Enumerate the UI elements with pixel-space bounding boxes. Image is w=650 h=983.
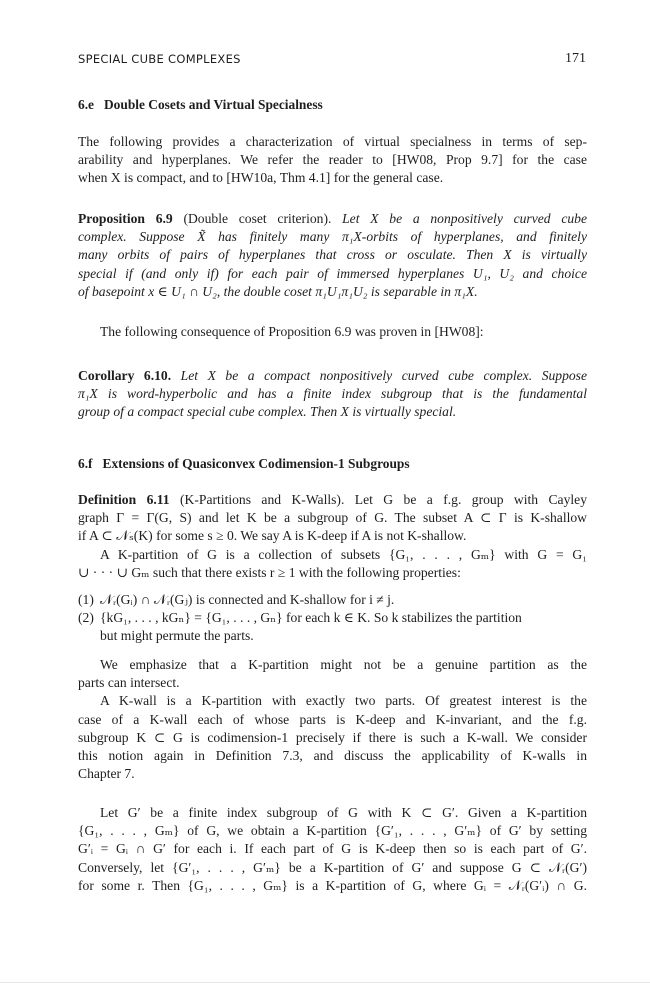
text-line: Conversely, let {G′₁, . . . , G′ₘ} be a K-partition of G′ and suppose G ⊂ 𝒩ᵣ(G′) (78, 859, 587, 875)
text-line: A K-partition of G is a collection of subsets {G₁, . . . , Gₘ} with G = G₁ (100, 546, 587, 562)
corollary-label: Corollary 6.10. (78, 368, 172, 383)
text-line: A K-wall is a K-partition with exactly two parts. Of greatest interest is the (100, 693, 587, 709)
enum-item-1 (78, 591, 587, 609)
running-head-title: SPECIAL CUBE COMPLEXES (78, 52, 241, 66)
text-line: case of a K-wall each of whose parts is K-deep and K-invariant, and the f.g. (78, 711, 587, 727)
text-line: {G₁, . . . , Gₘ} of G, we obtain a K-partition {G′₁, . . . , G′ₘ} of G′ by setting (78, 823, 587, 839)
paragraph-k-walls (78, 656, 587, 783)
enum-item-2 (78, 609, 587, 627)
running-head (78, 52, 586, 66)
paragraph-intro (78, 133, 587, 188)
section-number: 6.f (78, 456, 93, 471)
text-line: special if (and only if) for each pair of immersed hyperplanes U₁, U₂ and choice (78, 265, 587, 281)
text-line: subgroup K ⊂ G is codimension-1 precisely if there is such a K-wall. We consider (78, 729, 587, 745)
enum-continuation: but might permute the parts. (100, 628, 254, 644)
enum-text: {kG₁, . . . , kGₙ} = {G₁, . . . , Gₙ} for each k ∈ K. So k stabilizes the partition (100, 610, 522, 626)
section-title: Extensions of Quasiconvex Codimension-1 Subgroups (102, 456, 410, 471)
definition-6-11 (78, 491, 587, 646)
section-heading-6f (78, 456, 410, 472)
enum-text: 𝒩ᵣ(Gᵢ) ∩ 𝒩ᵣ(Gⱼ) is connected and K-shallow for i ≠ j. (100, 592, 395, 608)
text-line: Chapter 7. (78, 766, 135, 782)
text-line: of basepoint x ∈ U₁ ∩ U₂, the double coset π₁U₁π₁U₂ is separable in π₁X. (78, 283, 478, 299)
text-line: many orbits of pairs of hyperplanes that cross or osculate. Then X is virtually (78, 247, 587, 263)
text-line: π₁X is word-hyperbolic and has a finite index subgroup that is the fundamental (78, 386, 587, 402)
section-number: 6.e (78, 97, 94, 112)
text-line: complex. Suppose X̃ has finitely many π₁X-orbits of hyperplanes, and finitely (78, 229, 587, 245)
proposition-6-9 (78, 210, 587, 301)
text-line: group of a compact special cube complex. Then X is virtually special. (78, 404, 457, 420)
text-line: We emphasize that a K-partition might not be a genuine partition as the (100, 657, 587, 672)
corollary-6-10 (78, 367, 587, 422)
text-line: The following provides a characterization of virtual specialness in terms of sep- (78, 134, 587, 149)
text-line: arability and hyperplanes. We refer the reader to [HW08, Prop 9.7] for the case (78, 152, 587, 168)
text-line: this notion again in Definition 7.3, and discuss the applicability of K-walls in (78, 748, 587, 764)
paragraph-finite-index (78, 804, 587, 895)
page-number: 171 (565, 51, 586, 66)
proposition-label: Proposition 6.9 (78, 211, 173, 226)
definition-label: Definition 6.11 (78, 492, 170, 507)
proposition-note: (Double coset criterion). (183, 211, 332, 226)
section-title: Double Cosets and Virtual Specialness (104, 97, 323, 112)
text-line: when X is compact, and to [HW10a, Thm 4.1] for the general case. (78, 170, 444, 186)
text-line: The following consequence of Proposition 6.9 was proven in [HW08]: (100, 324, 484, 339)
section-heading-6e (78, 97, 323, 113)
text-line: parts can intersect. (78, 675, 180, 691)
definition-note: (K-Partitions and K-Walls). (180, 492, 345, 507)
paragraph-consequence (78, 323, 587, 341)
text-line: G′ᵢ = Gᵢ ∩ G′ for each i. If each part of G is K-deep then so is each part of G′. (78, 841, 587, 857)
text-line: ∪ · · · ∪ Gₘ such that there exists r ≥ 1 with the following properties: (78, 564, 461, 580)
text-line: Let X be a nonpositively curved cube (342, 211, 587, 226)
enum-label: (1) (78, 592, 94, 608)
enum-label: (2) (78, 610, 94, 626)
text-line: Let G be a f.g. group with Cayley (354, 492, 587, 507)
text-line: graph Γ = Γ(G, S) and let K be a subgroup of G. The subset A ⊂ Γ is K-shallow (78, 510, 587, 526)
text-line: if A ⊂ 𝒩ₛ(K) for some s ≥ 0. We say A is K-deep if A is not K-shallow. (78, 528, 467, 544)
text-line: Let G′ be a finite index subgroup of G with K ⊂ G′. Given a K-partition (100, 805, 587, 820)
text-line: Let X be a compact nonpositively curved cube complex. Suppose (180, 368, 587, 383)
text-line: for some r. Then {G₁, . . . , Gₘ} is a K-partition of G, where Gᵢ = 𝒩ᵣ(G′ᵢ) ∩ G. (78, 877, 587, 893)
page-bottom-edge (0, 978, 650, 983)
